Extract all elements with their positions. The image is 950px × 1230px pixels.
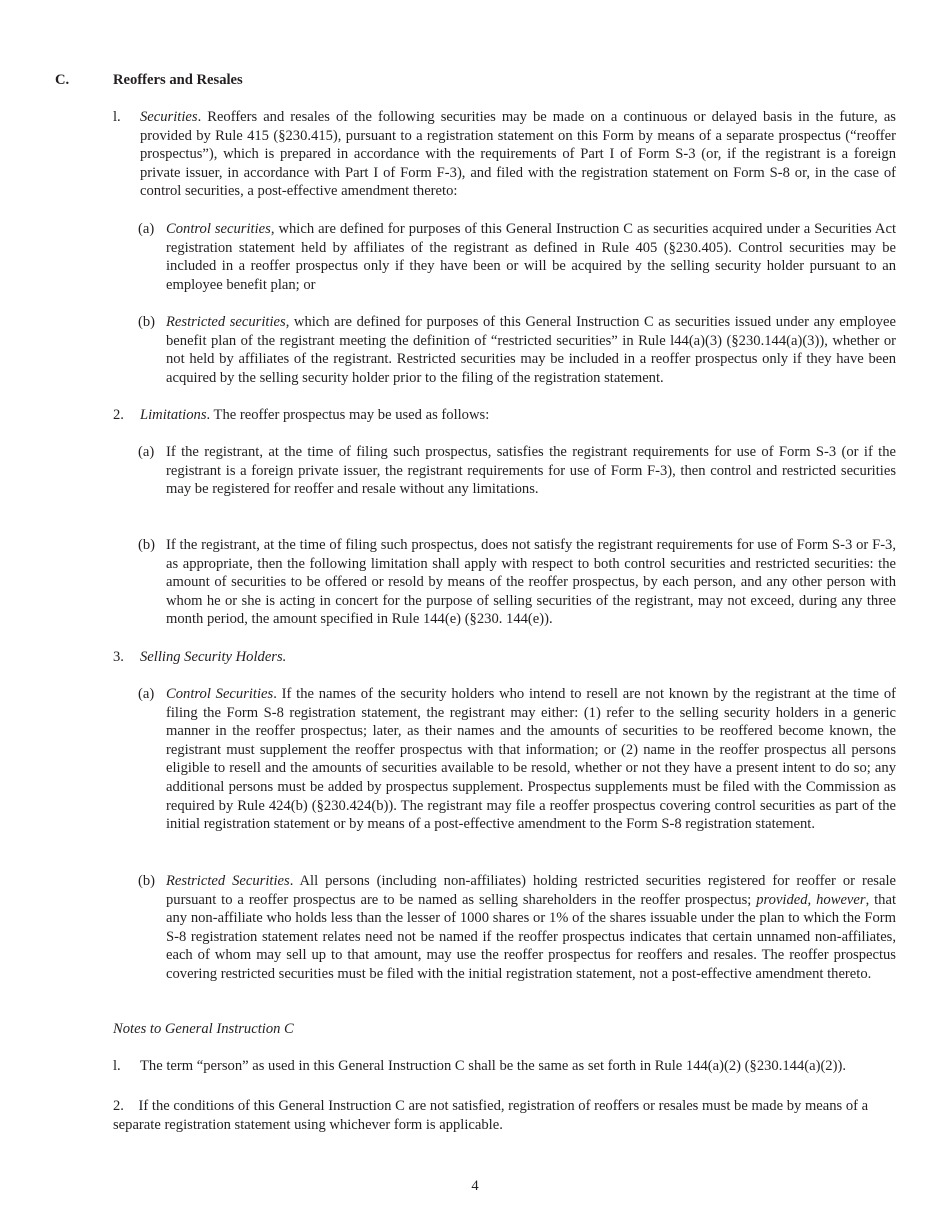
item-title: Securities [140, 109, 198, 125]
item-title: Restricted Securities [166, 873, 290, 889]
page-number: 4 [471, 1178, 479, 1194]
item-text [140, 108, 896, 201]
item-number: 2. [113, 407, 124, 423]
item-text [140, 648, 896, 667]
note-number: 2. [113, 1098, 124, 1114]
note-text: If the conditions of this General Instruction C are not satisfied, registration of reoffers or resales must be made by means of a separate registration statement using whichever form is applicable. [113, 1098, 869, 1133]
item-number: l. [113, 109, 121, 125]
item-text: If the registrant, at the time of filing such prospectus, does not satisfy the registrant requirements for use of Form S-3 or F-3, as appropriate, then the following limitation shall apply with respect to both control securities and restricted securities: the amount of securities to be offered or resold by means of the reoffer prospectus, by each person, and any other person with whom he or she is acting in concert for the purpose of selling securities of the registrant, may not exceed, during any three month period, the amount specified in Rule 144(e) (§230. 144(e)). [166, 537, 896, 628]
note-text: The term “person” as used in this General Instruction C shall be the same as set forth in Rule 144(a)(2) (§230.144(a)(2)). [140, 1058, 846, 1074]
item-body: . The reoffer prospectus may be used as follows: [206, 407, 490, 423]
section-label: C. [55, 72, 70, 88]
notes-title-text: Notes to General Instruction C [113, 1021, 294, 1037]
item-body: , which are defined for purposes of this General Instruction C as securities acquired under a Securities Act registration statement held by affiliates of the registrant as defined in Rule 405 (§230.405). Control securities may be included in a reoffer prospectus only if they have been or will be acquired by the selling security holder pursuant to an employee benefit plan; or [166, 221, 896, 293]
item-text [166, 872, 896, 984]
item-title: Restricted securities [166, 314, 286, 330]
item-text [166, 685, 896, 834]
item-text: If the registrant, at the time of filing such prospectus, satisfies the registrant requirements for use of Form S-3 (or if the registrant is a foreign private issuer, the registrant requirements for use of Form F-3), then control and restricted securities may be registered for reoffer and resale without any limitations. [166, 444, 896, 498]
item-title: Control Securities [166, 686, 274, 702]
note-number: l. [113, 1058, 121, 1074]
item-text [140, 406, 896, 425]
note-2 [113, 1097, 873, 1134]
item-body-continued: , that any non-affiliate who holds less than the lesser of 1000 shares or 1% of the shares issuable under the plan to which the Form S-8 registration statement relates need not be named if the reoffer prospectus indicates that certain unnamed non-affiliates, each of whom may sell up to that amount, may use the reoffer prospectus for reoffers and resales. The reoffer prospectus covering restricted securities must be filed with the initial registration statement, not a post-effective amendment thereto. [166, 891, 897, 982]
item-number: 3. [113, 649, 124, 665]
item-number: (a) [138, 444, 155, 460]
item-text [166, 313, 896, 387]
item-number: (b) [138, 314, 156, 330]
item-number: (b) [138, 873, 156, 889]
section-title: Reoffers and Resales [113, 72, 243, 88]
item-title: Limitations [140, 407, 207, 423]
notes-title [113, 1020, 294, 1039]
item-body: . Reoffers and resales of the following securities may be made on a continuous or delayed basis in the future, as provided by Rule 415 (§230.415), pursuant to a registration statement on this Form by means of a separate prospectus (“reoffer prospectus”), which is prepared in accordance with the requirements of Part I of Form S-3 (or, if the registrant is a foreign private issuer, in accordance with Part I of Form F-3), and filed with the registration statement on Form S-8 or, in the case of control securities, a post-effective amendment thereto: [140, 109, 896, 200]
item-body: . If the names of the security holders who intend to resell are not known by the registrant at the time of filing the Form S-8 registration statement, the registrant may either: (1) refer to the selling security holders in a generic manner in the reoffer prospectus; later, as their names and the amounts of securities to be reoffered become known, the registrant must supplement the reoffer prospectus with that information; or (2) name in the reoffer prospectus all persons eligible to resell and the amounts of securities available to be resold, whether or not they have a present intent to do so; any additional persons must be added by prospectus supplement. Prospectus supplements must be filed with the Commission as required by Rule 424(b) (§230.424(b)). The registrant may file a reoffer prospectus covering control securities as part of the initial registration statement or by means of a post-effective amendment to the Form S-8 registration statement. [166, 686, 896, 833]
item-emphasis: provided, however [756, 891, 866, 908]
item-number: (b) [138, 537, 156, 553]
item-title: Control securities [166, 221, 271, 237]
item-text [166, 220, 896, 294]
item-title: Selling Security Holders. [140, 649, 287, 665]
item-number: (a) [138, 686, 155, 702]
item-body: , which are defined for purposes of this General Instruction C as securities issued under any employee benefit plan of the registrant meeting the definition of “restricted securities” in Rule l44(a)(3) (§230.144(a)(3)), whether or not held by affiliates of the registrant. Restricted securities may be included in a reoffer prospectus only if they have been acquired by the selling security holder prior to the filing of the registration statement. [166, 314, 896, 386]
item-body: . All persons (including non-affiliates) holding restricted securities registered for reoffer or resale pursuant to a reoffer prospectus are to be named as selling shareholders in the reoffer prospectus; [166, 873, 896, 908]
item-number: (a) [138, 221, 155, 237]
